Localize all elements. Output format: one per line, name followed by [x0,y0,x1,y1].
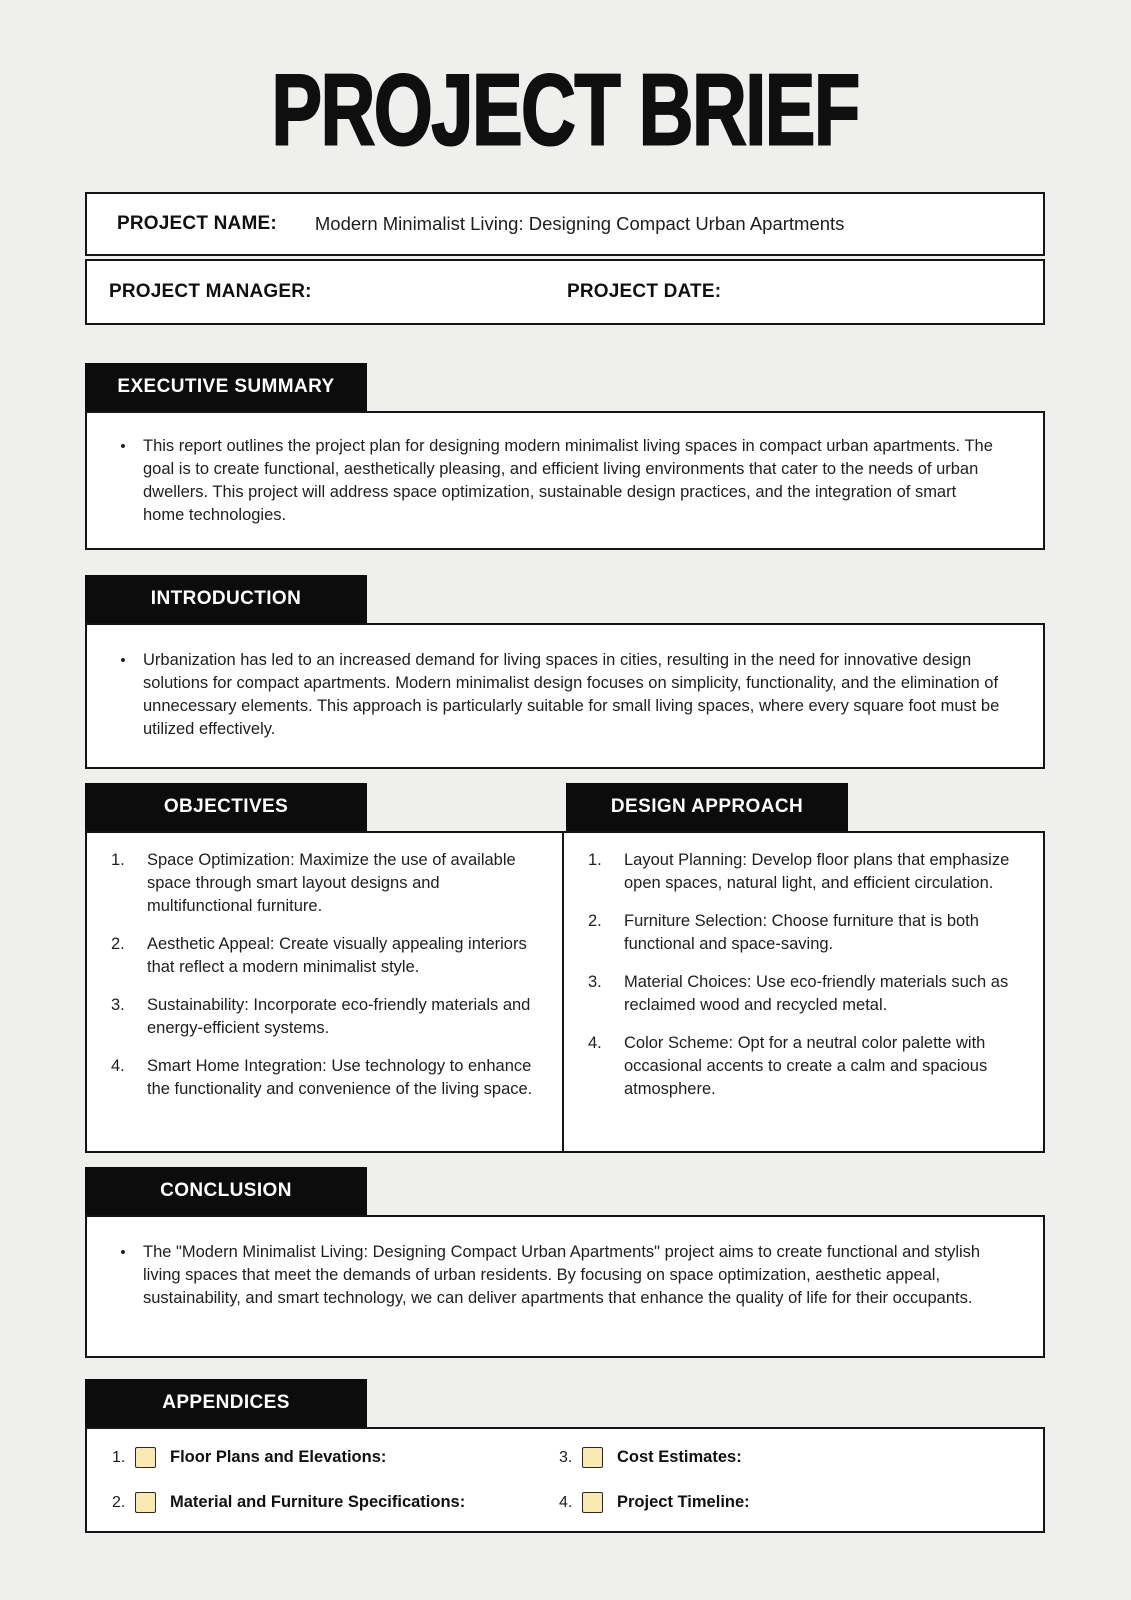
project-manager-group [109,281,567,303]
appendix-item-number: 4. [559,1493,573,1511]
list-item-text: Layout Planning: Develop floor plans that emphasize open spaces, natural light, and efficient circulation. [624,851,1010,892]
introduction-bullet-row [87,625,1043,741]
design-approach-panel [562,831,1045,1153]
list-item-number: 2. [111,935,125,953]
appendix-item [112,1447,559,1468]
list-item [588,849,1025,895]
section-tab-introduction [85,575,367,623]
design-approach-column [564,783,1045,1153]
list-item-number: 2. [588,912,602,930]
introduction-heading: INTRODUCTION [150,588,302,609]
bullet-icon: • [120,1244,126,1261]
project-manager-date-box [85,259,1045,325]
checkbox[interactable] [582,1447,603,1468]
introduction-panel [85,623,1045,769]
project-manager-label: PROJECT MANAGER: [109,281,312,302]
list-item-text: Sustainability: Incorporate eco-friendly materials and energy-efficient systems. [147,996,531,1037]
executive-summary-panel [85,411,1045,550]
executive-summary-body: This report outlines the project plan for designing modern minimalist living spaces in compact urban apartments. The goal is to create functional, aesthetically pleasing, and efficient living environments that cater to the needs of urban dwellers. This project will address space optimization, sustainable design practices, and the integration of smart home technologies. [143,437,993,524]
section-tab-conclusion [85,1167,367,1215]
list-item-number: 4. [588,1034,602,1052]
objectives-heading: OBJECTIVES [163,796,289,817]
checkbox[interactable] [582,1492,603,1513]
list-item [111,849,544,918]
appendix-item-number: 2. [112,1493,126,1511]
list-item-number: 3. [588,973,602,991]
project-name-label: PROJECT NAME: [117,213,277,234]
appendix-item [559,1492,1033,1513]
objectives-panel [85,831,564,1153]
appendix-item-number: 1. [112,1448,126,1466]
list-item [111,933,544,979]
executive-summary-heading: EXECUTIVE SUMMARY [117,376,335,397]
project-name-value: Modern Minimalist Living: Designing Compact Urban Apartments [314,213,845,234]
list-item-text: Material Choices: Use eco-friendly materials such as reclaimed wood and recycled metal. [624,973,1009,1014]
bullet-icon: • [120,652,126,669]
appendix-item-label: Cost Estimates: [617,1448,742,1466]
appendix-item [112,1492,559,1513]
objectives-design-columns [85,783,1045,1153]
objectives-list [111,849,544,1101]
conclusion-heading: CONCLUSION [160,1180,292,1201]
page-title [85,54,1045,167]
conclusion-body: The "Modern Minimalist Living: Designing Compact Urban Apartments" project aims to create functional and stylish living spaces that meet the demands of urban residents. By focusing on space optimization, aesthetic appeal, sustainability, and smart technology, we can deliver apartments that enhance the quality of life for their occupants. [143,1243,981,1307]
appendix-item-label: Project Timeline: [617,1493,750,1511]
introduction-body: Urbanization has led to an increased demand for living spaces in cities, resulting in the need for innovative design solutions for compact apartments. Modern minimalist design focuses on simplicity, functionality, and the elimination of unnecessary elements. This approach is particularly suitable for small living spaces, where every square foot must be utilized effectively. [143,651,1000,738]
section-tab-objectives [85,783,367,831]
project-name-box [85,192,1045,256]
objectives-column [85,783,564,1153]
list-item-text: Smart Home Integration: Use technology to enhance the functionality and convenience of the living space. [147,1057,533,1098]
list-item [588,910,1025,956]
project-date-label: PROJECT DATE: [567,281,722,302]
list-item-text: Color Scheme: Opt for a neutral color palette with occasional accents to create a calm and spacious atmosphere. [624,1034,988,1098]
section-tab-executive-summary [85,363,367,411]
section-tab-design-approach [566,783,848,831]
conclusion-bullet-row [87,1217,1043,1310]
list-item-text: Aesthetic Appeal: Create visually appealing interiors that reflect a modern minimalist style. [147,935,527,976]
appendix-item [559,1447,1033,1468]
list-item-number: 1. [111,851,125,869]
list-item-number: 4. [111,1057,125,1075]
appendix-item-number: 3. [559,1448,573,1466]
appendices-heading: APPENDICES [162,1392,290,1413]
appendix-item-label: Material and Furniture Specifications: [170,1493,466,1511]
executive-summary-bullet-row [87,413,1043,527]
design-approach-heading: DESIGN APPROACH [610,796,804,817]
list-item [111,994,544,1040]
section-tab-appendices [85,1379,367,1427]
checkbox[interactable] [135,1492,156,1513]
appendices-panel [85,1427,1045,1533]
page-title-text: PROJECT BRIEF [271,54,859,167]
project-date-group [567,281,741,303]
conclusion-panel [85,1215,1045,1358]
list-item [588,1032,1025,1101]
checkbox[interactable] [135,1447,156,1468]
bullet-icon: • [120,438,126,455]
appendices-grid [87,1429,1043,1513]
list-item [111,1055,544,1101]
list-item-number: 3. [111,996,125,1014]
appendix-item-label: Floor Plans and Elevations: [170,1448,387,1466]
list-item-text: Furniture Selection: Choose furniture that is both functional and space-saving. [624,912,979,953]
list-item [588,971,1025,1017]
design-approach-list [588,849,1025,1101]
list-item-number: 1. [588,851,602,869]
list-item-text: Space Optimization: Maximize the use of available space through smart layout designs and multifunctional furniture. [147,851,516,915]
